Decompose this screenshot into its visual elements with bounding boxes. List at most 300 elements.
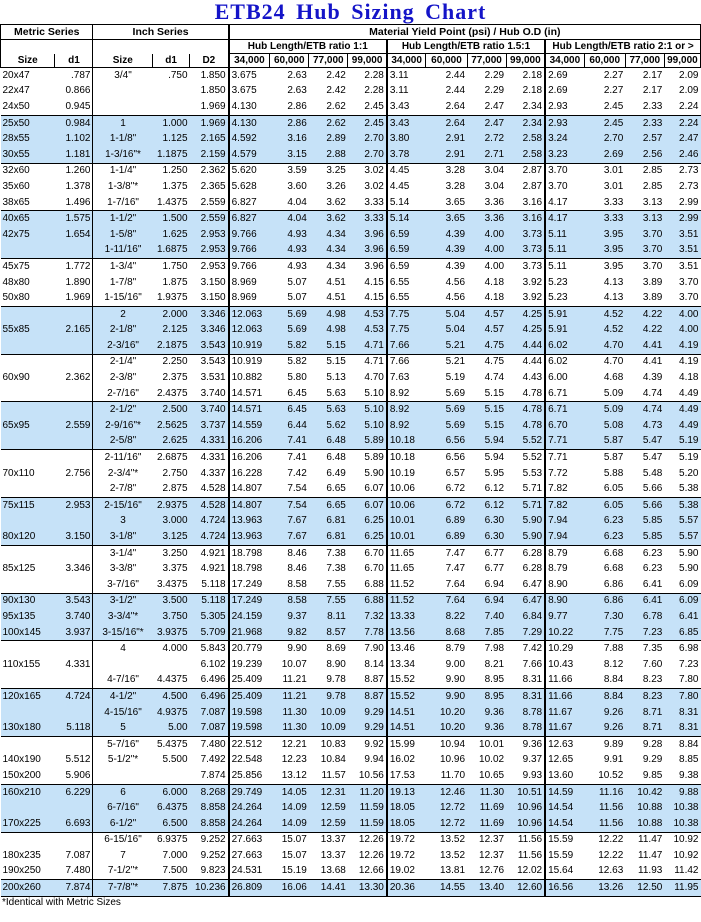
hub-od-cell: 12.59 [309,800,348,816]
hub-od-cell: 14.41 [309,880,348,897]
metric-size-cell: 22x47 [2,85,30,97]
hub-od-cell: 10.94 [440,738,466,750]
hub-od-cell: 11.52 [387,593,426,609]
metric-size-cell [1,354,55,370]
hub-od-cell: 7.38 [326,547,346,559]
d2-cell: 5.118 [190,577,229,593]
table-row [1,338,701,354]
hub-od-cell: 7.66 [506,657,545,673]
hub-od-cell: 2.27 [603,69,624,81]
inch-size-cell: 1-3/4" [109,260,137,272]
hub-od-cell: 2.62 [309,115,348,131]
hub-od-cell: 5.628 [231,180,257,192]
hub-od-cell: 10.06 [387,498,426,514]
metric-d1-cell [55,641,93,657]
hub-od-cell: 5.14 [387,195,426,211]
hub-od-cell: 3.11 [389,69,409,81]
inch-d1-cell: 2.750 [162,467,188,479]
hub-od-cell: 12.50 [625,880,664,897]
table-row [1,720,701,736]
hub-od-cell: 2.64 [426,115,467,131]
hub-od-cell: 6.68 [603,547,624,559]
hub-od-cell: 2.29 [484,85,505,97]
hub-od-cell: 4.04 [270,211,309,227]
hub-od-cell: 5.11 [548,260,567,272]
metric-d1-cell: 3.740 [55,609,93,625]
inch-d1-cell: 3.000 [153,514,190,530]
d2-cell: 3.346 [190,323,229,339]
hub-od-cell: 2.28 [348,84,387,100]
hub-od-cell: 2.86 [270,115,309,131]
hub-od-cell: 3.70 [664,290,700,306]
hub-od-cell: 6.45 [270,402,309,418]
hub-od-cell: 5.69 [270,306,309,322]
inch-d1-cell: 2.375 [162,372,188,384]
metric-d1-cell: 2.953 [55,498,93,514]
hub-od-cell: 4.18 [679,372,699,384]
hub-od-cell: 8.969 [229,290,270,306]
hub-od-cell: 12.22 [598,849,624,861]
inch-size-cell [93,99,153,115]
hub-od-cell: 25.409 [229,689,270,705]
inch-d1-cell: 3.9375 [153,625,190,641]
hub-od-cell: 6.827 [229,211,270,227]
d2-cell: 3.346 [190,306,229,322]
hub-od-cell: 2.47 [467,115,506,131]
hub-od-cell: 27.663 [231,834,263,846]
psi-header: 34,000 [229,54,270,68]
hub-od-cell: 4.41 [642,356,663,368]
hub-od-cell: 6.81 [309,529,348,545]
metric-d1-cell: 7.874 [55,880,93,897]
hub-od-cell: 7.88 [603,643,624,655]
inch-d1-cell: 2.6875 [156,452,188,464]
hub-od-cell: 16.206 [229,434,270,450]
metric-d1-cell: 4.331 [55,657,93,673]
hub-od-cell: 11.47 [638,849,663,861]
hub-od-cell: 4.41 [625,338,664,354]
hub-od-cell: 4.44 [506,338,545,354]
hub-od-cell: 4.39 [426,243,467,259]
hub-od-cell: 3.11 [389,85,409,97]
metric-d1-cell: 5.118 [55,720,93,736]
hub-od-cell: 6.57 [445,467,466,479]
hub-od-cell: 10.56 [348,768,387,784]
hub-od-cell: 6.55 [387,290,426,306]
hub-od-cell: 6.68 [603,563,624,575]
hub-od-cell: 5.620 [231,165,257,177]
hub-od-cell: 9.766 [231,260,257,272]
hub-od-cell: 9.92 [348,736,387,752]
d2-cell: 3.150 [190,290,229,306]
hub-od-cell: 10.18 [389,452,415,464]
hub-od-cell: 13.12 [270,768,309,784]
hub-od-cell: 4.22 [625,323,664,339]
hub-od-cell: 6.12 [467,498,506,514]
d2-cell: 9.252 [190,848,229,864]
hub-od-cell: 6.84 [506,609,545,625]
inch-d1-cell: 4.500 [153,689,190,705]
hub-od-cell: 6.70 [545,418,584,434]
hub-od-cell: 16.06 [270,880,309,897]
hub-od-cell: 5.15 [326,356,346,368]
hub-od-cell: 2.85 [642,165,663,177]
hub-od-cell: 11.65 [389,547,415,559]
metric-d1-cell [55,800,93,816]
hub-od-cell: 14.571 [229,386,270,402]
hub-od-cell: 10.84 [320,754,346,766]
metric-d1-cell [55,832,93,848]
hub-od-cell: 13.68 [309,864,348,880]
d2-cell: 4.921 [190,545,229,561]
hub-od-cell: 10.01 [387,514,426,530]
hub-od-cell: 4.39 [426,227,467,243]
hub-od-cell: 2.91 [426,147,467,163]
metric-size-cell: 190x250 [1,864,55,880]
hub-od-cell: 9.38 [664,768,700,784]
hub-od-cell: 14.55 [426,880,467,897]
hub-od-cell: 4.39 [642,372,663,384]
hub-od-cell: 4.75 [484,356,505,368]
hub-od-cell: 2.63 [287,85,307,97]
hub-od-cell: 3.43 [387,99,426,115]
hub-od-cell: 2.58 [506,147,545,163]
metric-d1-cell: 1.260 [55,163,93,179]
hub-od-cell: 4.579 [229,147,270,163]
metric-d1-cell [55,545,93,561]
ratio3-header: Hub Length/ETB ratio 2:1 or > [545,40,700,54]
hub-od-cell: 4.53 [348,306,387,322]
hub-od-cell: 5.71 [506,498,545,514]
metric-d1-cell: 1.890 [55,275,93,291]
hub-od-cell: 6.47 [506,577,545,593]
hub-od-cell: 5.19 [445,372,466,384]
hub-od-cell: 20.779 [231,643,263,655]
metric-size-cell: 140x190 [2,754,41,766]
hub-od-cell: 2.29 [484,69,505,81]
inch-d1-cell: 3.375 [162,563,188,575]
metric-d1-cell: 5.906 [55,768,93,784]
hub-od-cell: 9.78 [309,673,348,689]
d2-cell: 1.850 [190,68,229,84]
d2-cell: 9.823 [190,864,229,880]
hub-od-cell: 5.62 [309,418,348,434]
inch-d1-cell: 1.1875 [153,147,190,163]
hub-od-cell: 6.09 [664,593,700,609]
hub-od-cell: 2.70 [584,131,625,147]
hub-od-cell: 6.07 [348,481,387,497]
psi-header: 34,000 [387,54,426,68]
hub-od-cell: 7.75 [387,306,426,322]
hub-od-cell: 6.70 [348,561,387,577]
inch-size-cell: 5 [93,720,153,736]
inch-size-cell: 4-7/16" [93,673,153,689]
hub-od-cell: 18.798 [231,563,263,575]
hub-od-cell: 3.70 [679,276,699,288]
hub-od-cell: 4.34 [326,260,346,272]
d2-cell: 2.953 [190,227,229,243]
hub-od-cell: 26.809 [229,880,270,897]
table-row [1,625,701,641]
hub-od-cell: 11.56 [506,848,545,864]
hub-od-cell: 8.90 [545,593,584,609]
hub-od-cell: 5.91 [545,306,584,322]
d2-cell: 8.858 [190,800,229,816]
hub-od-cell: 16.206 [231,452,263,464]
inch-d1-cell: 1.750 [162,260,188,272]
psi-header: 60,000 [426,54,467,68]
hub-od-cell: 9.36 [506,736,545,752]
hub-od-cell: 7.35 [642,643,663,655]
hub-od-cell: 6.48 [326,452,346,464]
hub-od-cell: 8.46 [287,563,307,575]
hub-od-cell: 6.02 [548,356,568,368]
hub-od-cell: 10.96 [506,816,545,832]
hub-od-cell: 5.82 [270,338,309,354]
hub-od-cell: 5.94 [467,434,506,450]
hub-od-cell: 8.31 [506,673,545,689]
hub-od-cell: 14.51 [387,720,426,736]
table-row [1,848,701,864]
inch-size-cell: 6-1/2" [93,816,153,832]
metric-size-cell [1,450,55,466]
hub-od-cell: 9.91 [603,754,624,766]
hub-od-cell: 2.69 [548,85,568,97]
hub-od-cell: 10.19 [389,467,415,479]
metric-size-cell: 40x65 [1,211,55,227]
hub-od-cell: 2.24 [664,115,700,131]
inch-d1-cell: 2.250 [162,356,188,368]
hub-od-cell: 10.83 [320,738,346,750]
inch-d1-cell: 1.9375 [153,290,190,306]
inch-d1-cell: 7.500 [153,864,190,880]
hub-od-cell: 3.23 [545,147,584,163]
metric-d1-cell: 0.984 [55,115,93,131]
metric-size-cell [1,402,55,418]
header-spacer [1,40,93,54]
hub-od-cell: 6.47 [506,593,545,609]
metric-size-cell [1,434,55,450]
hub-od-cell: 5.63 [309,402,348,418]
table-row [1,753,701,769]
inch-size-cell: 5-7/16" [107,738,139,750]
metric-size-cell: 42x75 [1,227,55,243]
table-row [1,179,701,195]
hub-od-cell: 12.22 [598,834,624,846]
hub-od-cell: 6.86 [584,593,625,609]
hub-od-cell: 13.81 [426,864,467,880]
hub-od-cell: 5.69 [426,386,467,402]
hub-od-cell: 9.29 [348,705,387,721]
hub-od-cell: 3.65 [426,211,467,227]
hub-od-cell: 3.70 [625,227,664,243]
hub-od-cell: 7.42 [287,467,307,479]
table-row [1,434,701,450]
hub-od-cell: 9.88 [664,784,700,800]
hub-od-cell: 10.43 [548,658,574,670]
hub-od-cell: 6.23 [642,547,663,559]
metric-d1-cell: 5.512 [55,753,93,769]
hub-od-cell: 5.07 [270,290,309,306]
hub-od-cell: 5.14 [387,211,426,227]
metric-size-cell [1,705,55,721]
inch-size-cell: 1-1/2" [93,211,153,227]
hub-od-cell: 8.69 [326,643,346,655]
metric-d1-cell: 2.559 [55,418,93,434]
hub-od-cell: 3.96 [348,227,387,243]
metric-d1-cell: 3.150 [55,529,93,545]
hub-od-cell: 8.87 [348,689,387,705]
hub-od-cell: 4.17 [545,195,584,211]
psi-header: 77,000 [467,54,506,68]
hub-od-cell: 14.05 [270,784,309,800]
hub-od-cell: 4.592 [229,131,270,147]
table-row [1,784,701,800]
hub-od-cell: 7.40 [467,609,506,625]
hub-od-cell: 13.52 [440,849,466,861]
hub-od-cell: 19.72 [389,849,415,861]
hub-od-cell: 15.59 [548,849,574,861]
hub-od-cell: 10.51 [506,784,545,800]
hub-od-cell: 3.675 [231,69,257,81]
hub-od-cell: 19.239 [231,658,263,670]
hub-od-cell: 8.84 [584,673,625,689]
inch-size-cell: 3-1/4" [109,547,137,559]
hub-od-cell: 24.531 [229,864,270,880]
hub-od-cell: 2.58 [506,131,545,147]
inch-size-cell: 2-3/8" [109,372,137,384]
inch-size-cell: 4-1/2" [93,689,153,705]
metric-size-cell: 35x60 [2,180,30,192]
inch-d1-cell: 4.9375 [153,705,190,721]
inch-d1-cell: 2.125 [153,323,190,339]
hub-od-cell: 5.94 [484,452,505,464]
inch-size-cell: 1-3/8"* [107,180,139,192]
hub-od-cell: 5.80 [287,372,307,384]
hub-od-cell: 12.59 [309,816,348,832]
metric-size-cell [1,832,55,848]
hub-od-cell: 19.02 [387,864,426,880]
table-row [1,211,701,227]
hub-od-cell: 5.57 [664,514,700,530]
hub-od-cell: 19.72 [389,834,415,846]
hub-od-cell: 2.33 [625,115,664,131]
hub-od-cell: 29.749 [229,784,270,800]
inch-size-cell: 1-15/16" [93,290,153,306]
hub-od-cell: 5.90 [679,563,699,575]
hub-od-cell: 2.34 [506,115,545,131]
hub-od-cell: 8.969 [231,276,257,288]
hub-od-cell: 3.01 [603,165,624,177]
table-row [1,147,701,163]
metric-d1-cell [55,402,93,418]
d2-cell: 3.150 [190,275,229,291]
hub-od-cell: 7.71 [548,452,568,464]
metric-d1-cell: 3.543 [55,593,93,609]
psi-header: 34,000 [545,54,584,68]
hub-od-cell: 3.43 [387,115,426,131]
inch-d1-cell: 1.125 [153,131,190,147]
hub-od-cell: 15.64 [545,864,584,880]
hub-od-cell: 9.28 [642,738,663,750]
inch-size-cell: 1-3/16"* [93,147,153,163]
hub-od-cell: 6.49 [326,467,346,479]
hub-od-cell: 19.598 [229,720,270,736]
hub-od-cell: 15.07 [281,849,307,861]
hub-od-cell: 6.89 [426,514,467,530]
table-row [1,259,701,275]
hub-od-cell: 4.18 [467,290,506,306]
hub-od-cell: 8.78 [506,720,545,736]
psi-header: 99,000 [664,54,700,68]
hub-od-cell: 11.70 [426,768,467,784]
metric-d1-cell [55,306,93,322]
hub-od-cell: 7.64 [426,577,467,593]
hub-od-cell: 9.26 [584,705,625,721]
hub-od-cell: 8.92 [387,418,426,434]
table-row [1,529,701,545]
hub-od-cell: 2.42 [326,85,346,97]
hub-od-cell: 6.25 [348,529,387,545]
hub-od-cell: 4.70 [584,338,625,354]
hub-od-cell: 2.09 [679,85,699,97]
table-row [1,466,701,482]
hub-od-cell: 9.85 [625,768,664,784]
table-row [1,450,701,466]
metric-size-cell [1,243,55,259]
hub-od-cell: 4.15 [348,290,387,306]
hub-od-cell: 10.07 [281,658,307,670]
hub-od-cell: 8.11 [309,609,348,625]
hub-od-cell: 9.77 [545,609,584,625]
hub-od-cell: 11.59 [348,800,387,816]
hub-od-cell: 6.12 [467,481,506,497]
d2-cell: 8.858 [190,816,229,832]
metric-d1-cell: 0.866 [55,84,93,100]
hub-od-cell: 8.58 [270,577,309,593]
hub-od-cell: 2.44 [445,85,466,97]
hub-od-cell: 4.130 [229,99,270,115]
hub-od-cell: 15.07 [281,834,307,846]
footnote: *Identical with Metric Sizes [2,896,121,908]
hub-od-cell: 5.08 [584,418,625,434]
material-header: Material Yield Point (psi) / Hub O.D (in) [229,25,701,40]
hub-od-cell: 13.30 [348,880,387,897]
hub-od-cell: 6.70 [348,545,387,561]
hub-od-cell: 8.84 [679,738,699,750]
inch-size-cell: 1-7/16" [93,195,153,211]
metric-d1-cell [55,386,93,402]
hub-od-cell: 3.70 [625,243,664,259]
hub-od-cell: 5.52 [506,450,545,466]
hub-od-cell: 11.67 [545,705,584,721]
hub-od-cell: 11.16 [584,784,625,800]
hub-od-cell: 3.51 [664,243,700,259]
hub-od-cell: 5.15 [467,418,506,434]
hub-od-cell: 10.919 [231,356,263,368]
hub-od-cell: 2.73 [679,180,699,192]
inch-size-cell [93,768,153,784]
inch-d1-cell [153,99,190,115]
inch-d1-cell: 1.4375 [153,195,190,211]
hub-od-cell: 5.47 [642,452,663,464]
metric-size-cell [1,481,55,497]
hub-od-cell: 7.41 [287,452,307,464]
inch-d1-cell: 4.4375 [153,673,190,689]
hub-od-cell: 8.85 [679,754,699,766]
hub-od-cell: 8.71 [625,720,664,736]
hub-od-cell: 6.41 [664,609,700,625]
